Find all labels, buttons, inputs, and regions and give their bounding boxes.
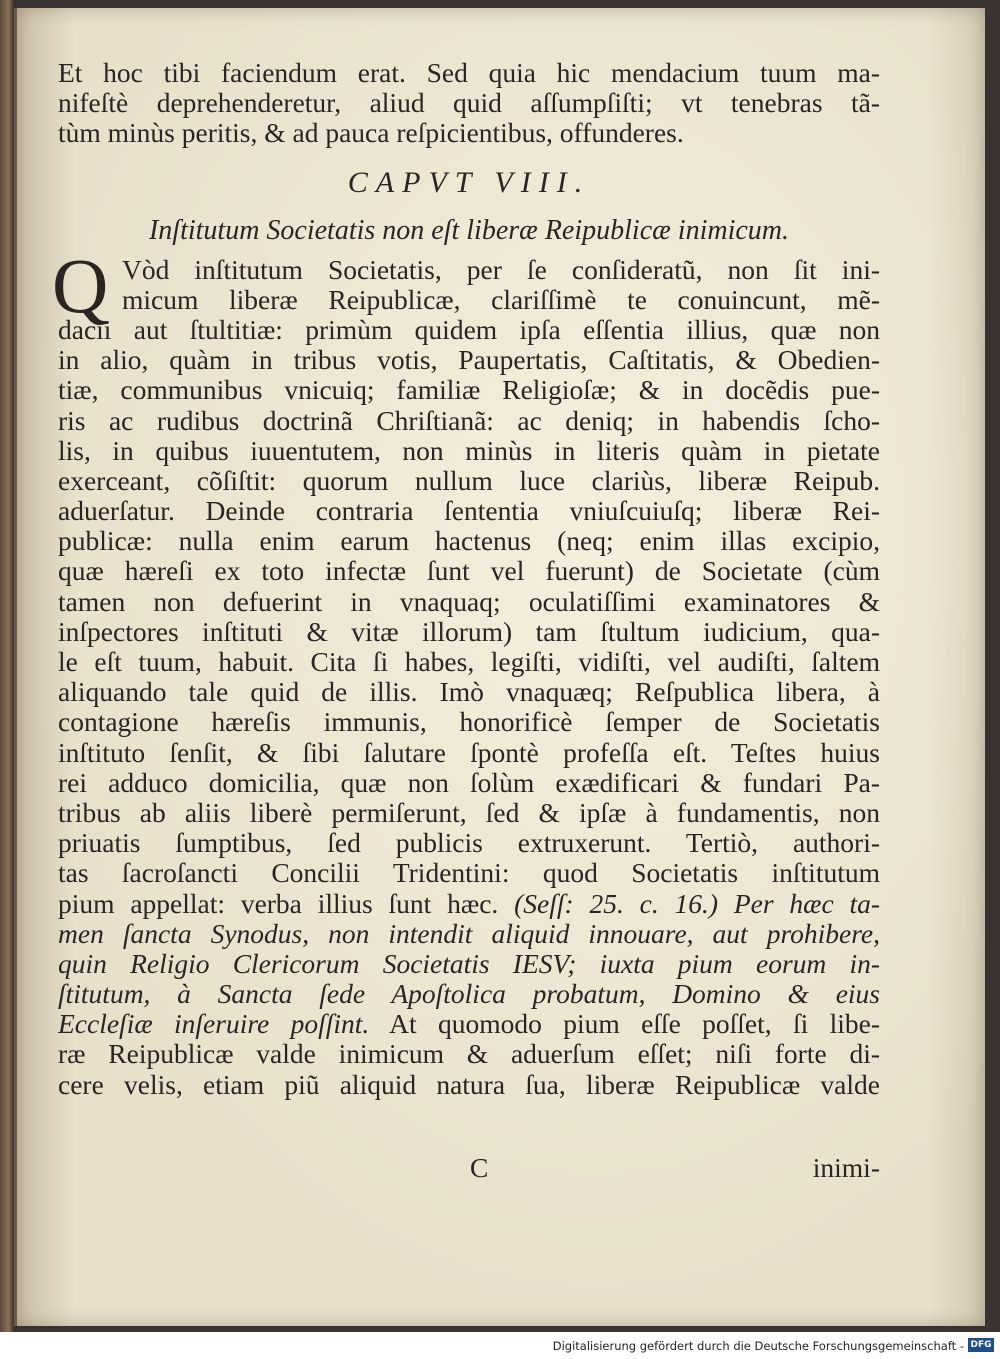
- text-line-quote-end: [58, 1009, 880, 1039]
- text-line: inſpectores inſtituti & vitæ illorum) tam ſtultum iudicium, qua-: [58, 615, 880, 647]
- text-line: tiæ, communibus vnicuiq; familiæ Religioſæ; & in docẽdis pue-: [58, 374, 880, 406]
- quote-line: quin Religio Clericorum Societatis IESV; iuxta pium eorum in-: [58, 947, 880, 979]
- text-line: aduerſatur. Deinde contraria ſententia vniuſcuiuſq; liberæ Rei-: [58, 495, 880, 527]
- chapter-heading: CAPVT VIII.: [347, 165, 591, 199]
- text-line: tas ſacroſancti Concilii Tridentini: quod Societatis inſtitutum: [58, 857, 880, 889]
- quote-end: Eccleſiæ inſeruire poſſint.: [58, 1008, 370, 1040]
- text-line: in alio, quàm in tribus votis, Paupertatis, Caſtitatis, & Obedien-: [58, 344, 880, 376]
- text-line: tribus ab aliis liberè permiſerunt, ſed & ipſæ à fundamentis, non: [58, 796, 880, 828]
- text-line: tamen non defuerint in vnaquaq; oculatiſſimi examinatores &: [58, 585, 880, 617]
- text-line: cere velis, etiam piũ aliquid natura ſua, liberæ Reipublicæ valde: [58, 1068, 880, 1100]
- text-line: exerceant, cõſiſtit: quorum nullum luce clariùs, liberæ Reipub.: [58, 464, 880, 496]
- page-text: [52, 57, 881, 1100]
- digitization-footer: [0, 1332, 1000, 1359]
- quote-line: men ſancta Synodus, non intendit aliquid innouare, aut prohibere,: [58, 917, 880, 949]
- text-line: publicæ: nulla enim earum hactenus (neq; enim illas excipio,: [58, 525, 880, 557]
- text-line: quæ hæreſi ex toto infectæ ſunt vel fuerunt) de Societate (cùm: [58, 555, 880, 587]
- text-line: le eſt tuum, habuit. Cita ſi habes, legiſti, vidiſti, vel audiſti, ſaltem: [58, 646, 880, 677]
- text-line: contagione hæreſis immunis, honorificè ſemper de Societatis: [58, 706, 880, 738]
- text-line: nifeſtè deprehenderetur, aliud quid aſſumpſiſti; vt tenebras tã-: [58, 87, 880, 119]
- page-binding-edge: [0, 0, 14, 1332]
- after-quote: At quomodo pium eſſe poſſet, ſi libe-: [389, 1008, 880, 1040]
- text-line: aliquando tale quid de illis. Imò vnaquæq; Reſpublica libera, à: [58, 676, 880, 708]
- text-line: priuatis ſumptibus, ſed publicis extruxerunt. Tertiò, authori-: [58, 827, 880, 859]
- quote-line: ſtitutum, à Sancta ſede Apoſtolica probatum, Domino & eius: [58, 978, 880, 1010]
- dfg-logo: DFG: [968, 1338, 994, 1352]
- page-footer-line: [58, 1152, 880, 1186]
- drop-cap: Q: [52, 241, 109, 329]
- text-line: inſtituto ſenſit, & ſibi ſalutare ſpontè profeſſa eſt. Teſtes huius: [58, 736, 880, 768]
- text-line: dacii aut ſtultitiæ: primùm quidem ipſa eſſentia illius, quæ non: [58, 313, 880, 345]
- quote-reference: (Seſſ: 25. c. 16.) Per hæc ta-: [514, 887, 881, 919]
- text-line: tùm minùs peritis, & ad pauca reſpicientibus, offunderes.: [58, 117, 684, 149]
- text-line: Vòd inſtitutum Societatis, per ſe conſideratũ, non ſit ini-: [122, 253, 880, 285]
- catchword: inimi-: [812, 1152, 880, 1183]
- dfg-credit-text: Digitalisierung gefördert durch die Deutsche Forschungsgemeinschaft -: [552, 1339, 964, 1353]
- text-line: Et hoc tibi faciendum erat. Sed quia hic mendacium tuum ma-: [58, 57, 880, 88]
- text-line: micum liberæ Reipublicæ, clariſſimè te conuincunt, mẽ-: [122, 283, 880, 315]
- text-line-quote-intro: [58, 889, 880, 919]
- text-line: ris ac rudibus doctrinã Chriſtianã: ac deniq; in habendis ſcho-: [58, 404, 880, 436]
- text-line: rei adduco domicilia, quæ non ſolùm exædificari & fundari Pa-: [58, 766, 880, 798]
- text-line: ræ Reipublicæ valde inimicum & aduerſum eſſet; niſi forte di-: [58, 1038, 880, 1070]
- text-line: lis, in quibus iuuentutem, non minùs in literis quàm in pietate: [58, 434, 880, 466]
- quote-intro: pium appellat: verba illius ſunt hæc.: [58, 887, 499, 919]
- chapter-subheading: Inſtitutum Societatis non eſt liberæ Reipublicæ inimicum.: [148, 214, 790, 246]
- signature-mark: C: [470, 1152, 489, 1183]
